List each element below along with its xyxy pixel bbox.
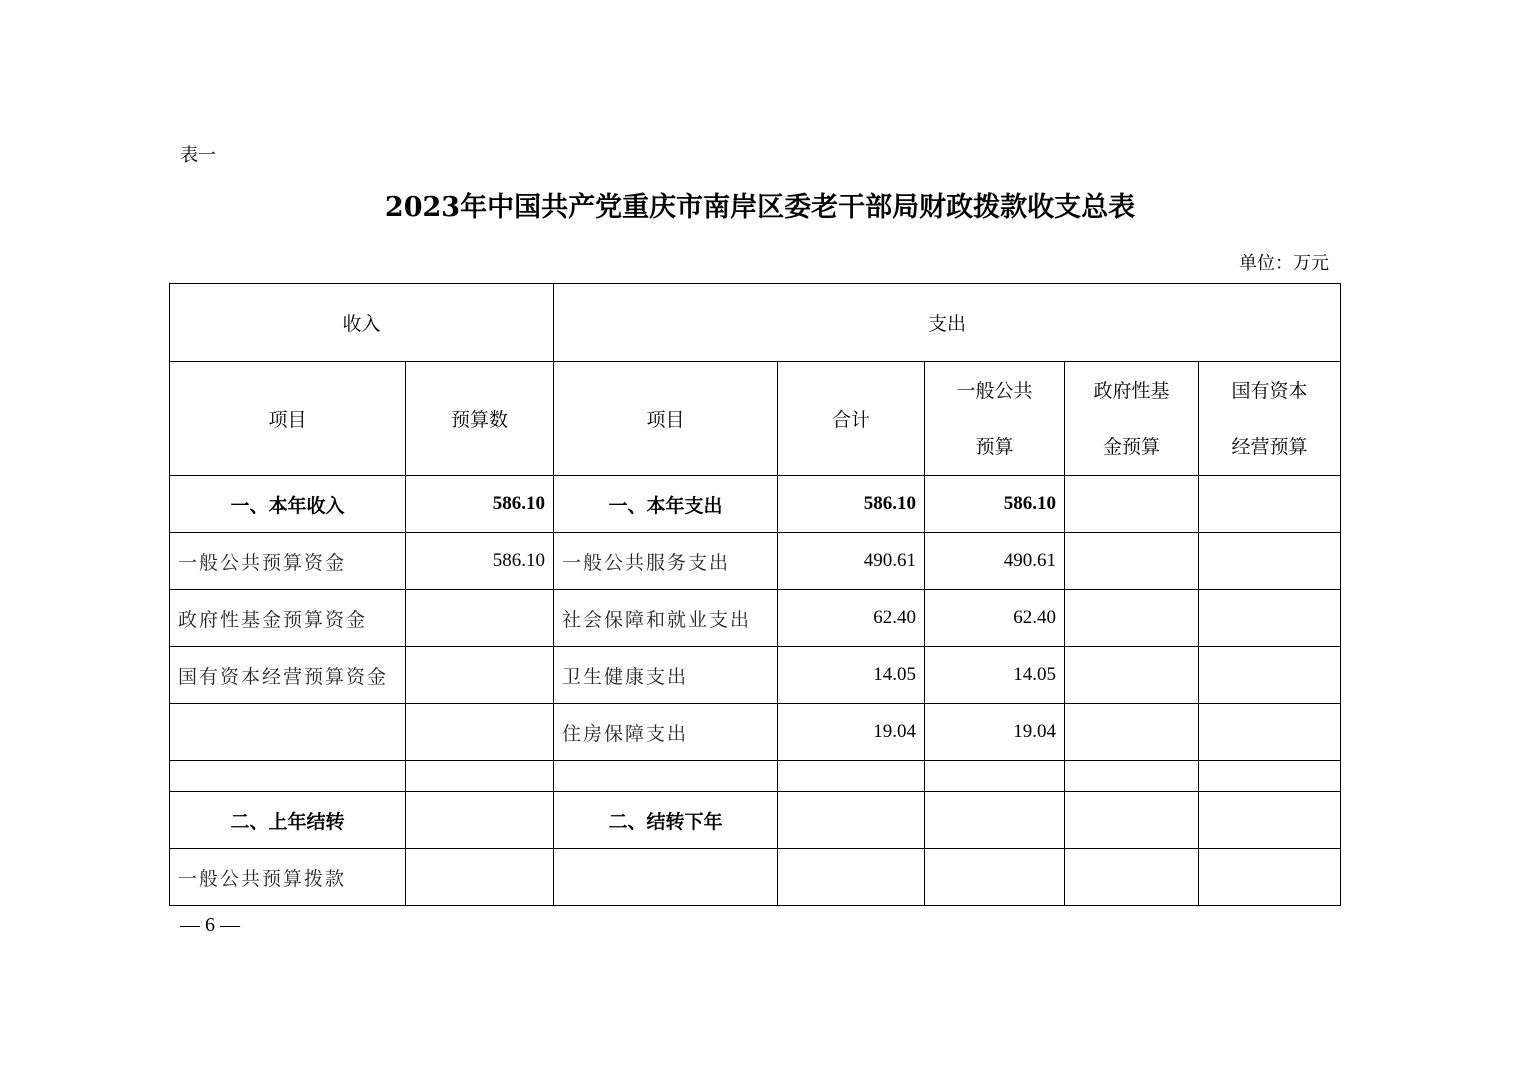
table-row [170, 849, 1341, 906]
general-value: 586.10 [925, 476, 1065, 533]
col-general-line1: 一般公共 [956, 379, 1033, 402]
total-value: 19.04 [778, 704, 925, 761]
budget-value [406, 849, 554, 906]
general-value: 14.05 [925, 647, 1065, 704]
state-capital-value [1199, 647, 1341, 704]
expense-item: 二、结转下年 [554, 792, 778, 849]
income-item: 一般公共预算拨款 [170, 849, 406, 906]
budget-value [406, 590, 554, 647]
income-item: 一、本年收入 [170, 476, 406, 533]
general-value [925, 849, 1065, 906]
col-budget: 预算数 [406, 362, 554, 476]
total-value: 586.10 [778, 476, 925, 533]
col-state-capital-line1: 国有资本 [1231, 379, 1308, 402]
expense-item [554, 761, 778, 792]
income-item [170, 704, 406, 761]
income-item: 政府性基金预算资金 [170, 590, 406, 647]
expense-item: 社会保障和就业支出 [554, 590, 778, 647]
income-item: 二、上年结转 [170, 792, 406, 849]
col-gov-fund-line2: 金预算 [1103, 435, 1161, 458]
col-state-capital [1199, 362, 1341, 476]
budget-value [406, 647, 554, 704]
col-general-budget [925, 362, 1065, 476]
total-value [778, 761, 925, 792]
table-label: 表一 [180, 145, 216, 166]
income-item: 一般公共预算资金 [170, 533, 406, 590]
total-value: 62.40 [778, 590, 925, 647]
general-value: 19.04 [925, 704, 1065, 761]
table-row [170, 590, 1341, 647]
gov-fund-value [1065, 533, 1199, 590]
gov-fund-value [1065, 704, 1199, 761]
col-gov-fund [1065, 362, 1199, 476]
state-capital-value [1199, 533, 1341, 590]
expense-item: 一、本年支出 [554, 476, 778, 533]
budget-value: 586.10 [406, 533, 554, 590]
general-value: 62.40 [925, 590, 1065, 647]
state-capital-value [1199, 792, 1341, 849]
document-title: 2023年中国共产党重庆市南岸区委老干部局财政拨款收支总表 [384, 192, 1136, 223]
budget-value [406, 792, 554, 849]
expense-item: 住房保障支出 [554, 704, 778, 761]
unit-label: 单位：万元 [1239, 253, 1329, 274]
table-row [170, 647, 1341, 704]
table-row [170, 476, 1341, 533]
col-general-line2: 预算 [975, 435, 1014, 458]
income-item: 国有资本经营预算资金 [170, 647, 406, 704]
col-state-capital-line2: 经营预算 [1231, 435, 1308, 458]
state-capital-value [1199, 590, 1341, 647]
gov-fund-value [1065, 849, 1199, 906]
total-value: 490.61 [778, 533, 925, 590]
header-row-1 [170, 284, 1341, 362]
gov-fund-value [1065, 647, 1199, 704]
table-row [170, 792, 1341, 849]
gov-fund-value [1065, 761, 1199, 792]
state-capital-value [1199, 849, 1341, 906]
expense-item: 卫生健康支出 [554, 647, 778, 704]
col-total: 合计 [778, 362, 925, 476]
expense-item: 一般公共服务支出 [554, 533, 778, 590]
budget-table [169, 283, 1341, 906]
general-value: 490.61 [925, 533, 1065, 590]
income-item [170, 761, 406, 792]
total-value: 14.05 [778, 647, 925, 704]
expense-item [554, 849, 778, 906]
state-capital-value [1199, 476, 1341, 533]
budget-value: 586.10 [406, 476, 554, 533]
col-gov-fund-line1: 政府性基 [1093, 379, 1170, 402]
total-value [778, 849, 925, 906]
state-capital-value [1199, 704, 1341, 761]
col-expense-item: 项目 [554, 362, 778, 476]
gov-fund-value [1065, 590, 1199, 647]
expense-header: 支出 [554, 284, 1341, 362]
table-row [170, 704, 1341, 761]
gov-fund-value [1065, 476, 1199, 533]
general-value [925, 761, 1065, 792]
gov-fund-value [1065, 792, 1199, 849]
header-row-2 [170, 362, 1341, 476]
income-header: 收入 [170, 284, 554, 362]
general-value [925, 792, 1065, 849]
table-row [170, 533, 1341, 590]
table-row [170, 761, 1341, 792]
budget-value [406, 761, 554, 792]
state-capital-value [1199, 761, 1341, 792]
budget-value [406, 704, 554, 761]
total-value [778, 792, 925, 849]
page-number: — 6 — [180, 914, 240, 936]
col-income-item: 项目 [170, 362, 406, 476]
